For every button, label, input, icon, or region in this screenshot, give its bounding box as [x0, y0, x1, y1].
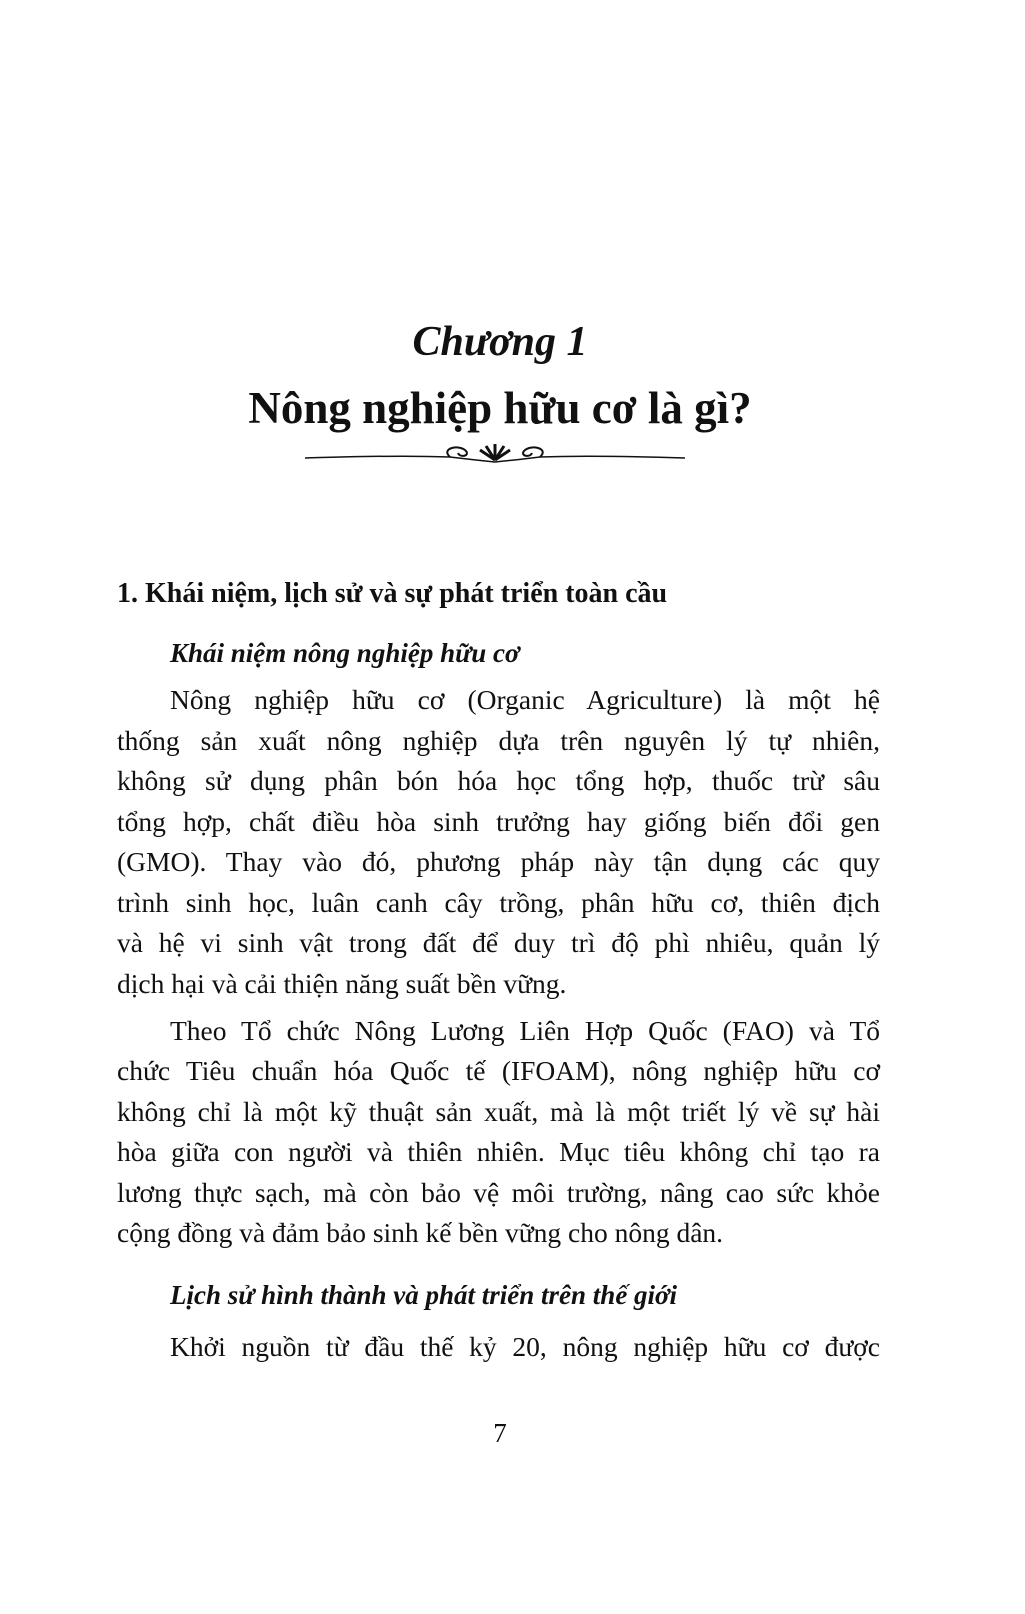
- paragraph-line: dịch hại và cải thiện năng suất bền vững.: [117, 968, 567, 999]
- paragraph-line: hòa giữa con người và thiên nhiên. Mục tiêu không chỉ tạo ra: [117, 1136, 880, 1167]
- ornament-divider-icon: [300, 438, 690, 468]
- chapter-number: Chương 1: [412, 319, 588, 365]
- paragraph-line: không chỉ là một kỹ thuật sản xuất, mà là một triết lý về sự hài: [117, 1096, 880, 1127]
- paragraph-line: chức Tiêu chuẩn hóa Quốc tế (IFOAM), nông nghiệp hữu cơ: [117, 1055, 880, 1086]
- paragraph-line: không sử dụng phân bón hóa học tổng hợp, thuốc trừ sâu: [117, 765, 880, 796]
- paragraph-line: (GMO). Thay vào đó, phương pháp này tận dụng các quy: [117, 846, 880, 877]
- paragraph-line: Khởi nguồn từ đầu thế kỷ 20, nông nghiệp hữu cơ được: [170, 1331, 880, 1362]
- paragraph-line: cộng đồng và đảm bảo sinh kế bền vững cho nông dân.: [117, 1217, 724, 1248]
- paragraph-line: tổng hợp, chất điều hòa sinh trưởng hay giống biến đổi gen: [117, 806, 880, 837]
- paragraph-line: lương thực sạch, mà còn bảo vệ môi trường, nâng cao sức khỏe: [117, 1177, 880, 1208]
- page-number: 7: [493, 1418, 507, 1448]
- paragraph-line: Nông nghiệp hữu cơ (Organic Agriculture) là một hệ: [170, 684, 880, 715]
- paragraph-line: Theo Tổ chức Nông Lương Liên Hợp Quốc (FAO) và Tổ: [170, 1015, 880, 1046]
- paragraph-line: trình sinh học, luân canh cây trồng, phân hữu cơ, thiên địch: [117, 887, 880, 918]
- subsection-heading: Lịch sử hình thành và phát triển trên thế giới: [170, 1280, 678, 1310]
- section-heading: 1. Khái niệm, lịch sử và sự phát triển toàn cầu: [117, 578, 668, 609]
- paragraph-line: và hệ vi sinh vật trong đất để duy trì độ phì nhiêu, quản lý: [117, 927, 880, 958]
- chapter-title: Nông nghiệp hữu cơ là gì?: [248, 383, 752, 433]
- paragraph-line: thống sản xuất nông nghiệp dựa trên nguyên lý tự nhiên,: [117, 725, 880, 756]
- subsection-heading: Khái niệm nông nghiệp hữu cơ: [170, 638, 520, 668]
